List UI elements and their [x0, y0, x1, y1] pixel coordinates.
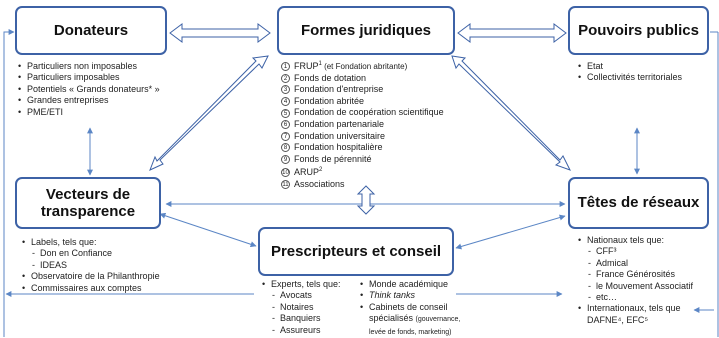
prescripteurs-cabinets-note-2: levée de fonds, marketing) [369, 328, 452, 336]
formes-item [281, 59, 444, 73]
formes-item [281, 107, 444, 119]
donateurs-list [18, 61, 160, 118]
formes-tetes-double-arrow [452, 56, 570, 170]
formes-item-label: FRUP [294, 61, 319, 71]
donateurs-item: • Particuliers non imposables [18, 61, 160, 72]
number-badge: 2 [281, 74, 290, 83]
formes-item-label: Fondation abritée [294, 95, 365, 106]
formes-pouvoirs-double-arrow [458, 24, 566, 42]
vecteurs-title: Vecteurs de transparence [40, 185, 136, 220]
formes-item [281, 179, 444, 191]
number-badge: 1 [281, 62, 290, 71]
formes-item [281, 84, 444, 96]
formes-item-label: Associations [294, 178, 345, 189]
formes-item-label: Fondation d'entreprise [294, 84, 384, 95]
donateurs-box [15, 6, 167, 55]
number-badge: 3 [281, 85, 290, 94]
tetes-reseaux-list [578, 235, 693, 326]
formes-item-label: ARUP [294, 167, 320, 178]
prescripteurs-other-list [360, 279, 460, 338]
number-badge: 10 [282, 170, 289, 177]
donateurs-formes-double-arrow [170, 24, 270, 42]
number-badge: 4 [281, 97, 290, 106]
formes-item-label: Fonds de pérennité [294, 153, 372, 164]
number-badge: 7 [281, 132, 290, 141]
formes-item [281, 154, 444, 166]
prescripteurs-box [258, 227, 454, 276]
footnote-mark: 2 [319, 167, 323, 174]
prescripteurs-sub-item: - Notaires [262, 302, 341, 313]
vecteurs-labels: • Labels, tels que: [22, 237, 160, 248]
number-badge: 6 [281, 120, 290, 129]
prescripteurs-item: • Monde académique [360, 279, 460, 290]
vecteurs-sub-item: - Don en Confiance [22, 248, 160, 259]
formes-item-label: Fondation partenariale [294, 118, 385, 129]
donateurs-item: • PME/ETI [18, 107, 160, 118]
tetes-sub-item: - France Générosités [578, 269, 693, 280]
tetes-sub-item: - etc… [578, 292, 693, 303]
donateurs-title: Donateurs [53, 21, 129, 39]
prescripteurs-cabinets-3 [360, 326, 460, 338]
vecteurs-sub-item: - IDEAS [22, 260, 160, 271]
prescripteurs-tetes-arrow [456, 216, 565, 248]
vecteurs-box [15, 177, 161, 229]
pouvoirs-item: • Etat [578, 61, 682, 72]
donateurs-item: • Grandes entreprises [18, 95, 160, 106]
vecteurs-item: • Observatoire de la Philanthropie [22, 271, 160, 282]
tetes-internationaux-examples: DAFNE⁴, EFC⁵ [587, 314, 649, 325]
vecteurs-prescripteurs-arrow [160, 214, 256, 246]
formes-item [281, 119, 444, 131]
formes-item [281, 165, 444, 179]
pouvoirs-publics-box [568, 6, 709, 55]
prescripteurs-sub-item: - Avocats [262, 290, 341, 301]
formes-juridiques-list [281, 59, 444, 191]
tetes-reseaux-box [568, 177, 709, 229]
formes-vecteurs-double-arrow [150, 56, 268, 170]
outer-connector-left [4, 32, 14, 337]
prescripteurs-cabinets-specialises: spécialisés [369, 313, 414, 324]
donateurs-item: • Potentiels « Grands donateurs* » [18, 84, 160, 95]
prescripteurs-cabinets: • Cabinets de conseil [360, 302, 460, 313]
tetes-reseaux-title: Têtes de réseaux [577, 194, 700, 212]
number-badge: 9 [281, 155, 290, 164]
prescripteurs-cabinets-2 [360, 313, 460, 325]
formes-item-label: Fondation de coopération scientifique [294, 107, 444, 118]
prescripteurs-cabinets-note-1: (gouvernance, [415, 316, 461, 324]
formes-item [281, 131, 444, 143]
tetes-sub-item: - le Mouvement Associatif [578, 281, 693, 292]
vecteurs-list [22, 237, 160, 294]
tetes-sub-item: - Admical [578, 258, 693, 269]
tetes-sub-item: - CFF³ [578, 246, 693, 257]
prescripteurs-experts: • Experts, tels que: [262, 279, 341, 290]
formes-juridiques-title: Formes juridiques [300, 21, 432, 39]
prescripteurs-title: Prescripteurs et conseil [270, 242, 442, 260]
prescripteurs-experts-list [262, 279, 341, 336]
tetes-internationaux: • Internationaux, tels que [578, 303, 693, 314]
prescripteurs-sub-item: - Banquiers [262, 313, 341, 324]
pouvoirs-publics-title: Pouvoirs publics [578, 21, 699, 39]
formes-item [281, 96, 444, 108]
formes-item-label: Fondation hospitalière [294, 142, 383, 153]
formes-item [281, 142, 444, 154]
tetes-nationaux: • Nationaux tels que: [578, 235, 693, 246]
formes-item [281, 73, 444, 85]
formes-juridiques-box [277, 6, 455, 55]
number-badge: 5 [281, 109, 290, 118]
number-badge: 11 [282, 182, 289, 189]
number-badge: 8 [281, 143, 290, 152]
donateurs-item: • Particuliers imposables [18, 72, 160, 83]
footnote-mark: 1 [318, 61, 322, 67]
formes-item-label: Fondation universitaire [294, 130, 386, 141]
pouvoirs-publics-list [578, 61, 682, 84]
vecteurs-item: • Commissaires aux comptes [22, 283, 160, 294]
formes-item-note: (et Fondation abritante) [321, 62, 408, 71]
prescripteurs-item: • Think tanks [360, 290, 460, 301]
formes-item-label: Fonds de dotation [294, 72, 367, 83]
prescripteurs-sub-item: - Assureurs [262, 325, 341, 336]
pouvoirs-item: • Collectivités territoriales [578, 72, 682, 83]
